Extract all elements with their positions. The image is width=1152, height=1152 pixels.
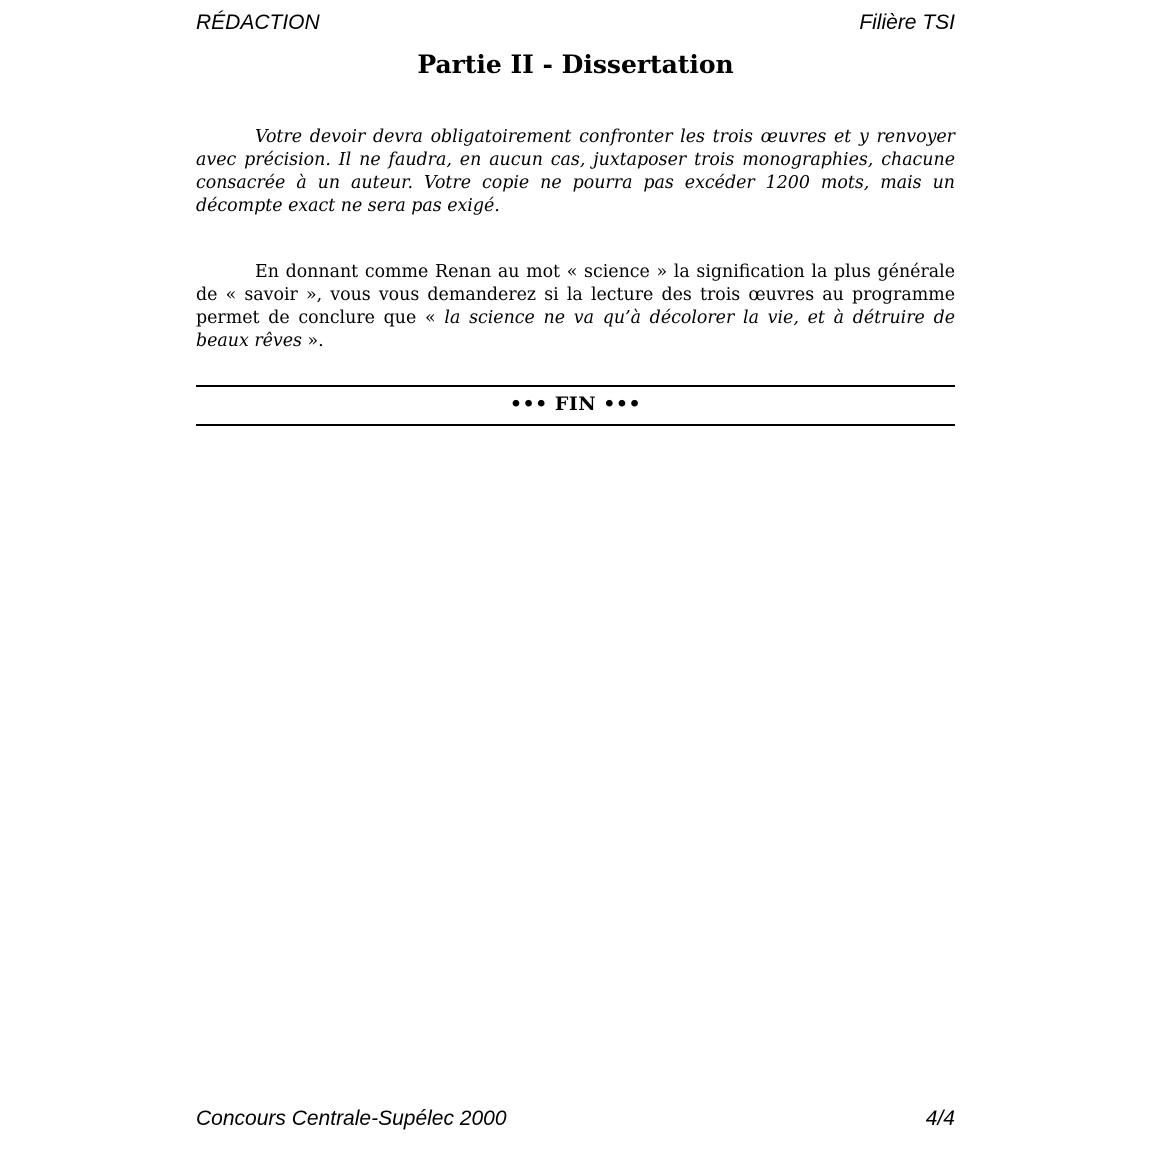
instructions-paragraph: Votre devoir devra obligatoirement confronter les trois œuvres et y renvoyer avec précision. Il ne faudra, en aucun cas, juxtaposer trois monographies, chacune consacrée à un auteur. Votre copie ne pourra pas excéder 1200 mots, mais un décompte exact ne sera pas exigé. <box>196 127 955 216</box>
subject-paragraph <box>196 261 955 353</box>
page-footer <box>196 1107 955 1133</box>
header-section-label: RÉDACTION <box>196 11 320 34</box>
end-rule-top <box>196 385 955 387</box>
subject-text-before: En donnant comme Renan au mot « science » la signification la plus générale de « savoir », vous vous demanderez si la lecture des trois œuvres au programme permet de conclure que « <box>196 262 955 328</box>
page-header <box>196 11 955 37</box>
end-marker: ••• FIN ••• <box>509 393 642 415</box>
subject-quote: la science ne va qu’à décolorer la vie, et à détruire de beaux rêves <box>196 308 955 351</box>
end-rule-bottom <box>196 424 955 426</box>
page-title: Partie II - Dissertation <box>417 50 734 79</box>
header-track-label: Filière TSI <box>859 11 955 34</box>
subject-text-after: ». <box>301 331 324 351</box>
footer-page-number: 4/4 <box>925 1107 955 1130</box>
document-page <box>196 0 955 1152</box>
footer-exam-name: Concours Centrale-Supélec 2000 <box>196 1107 507 1130</box>
